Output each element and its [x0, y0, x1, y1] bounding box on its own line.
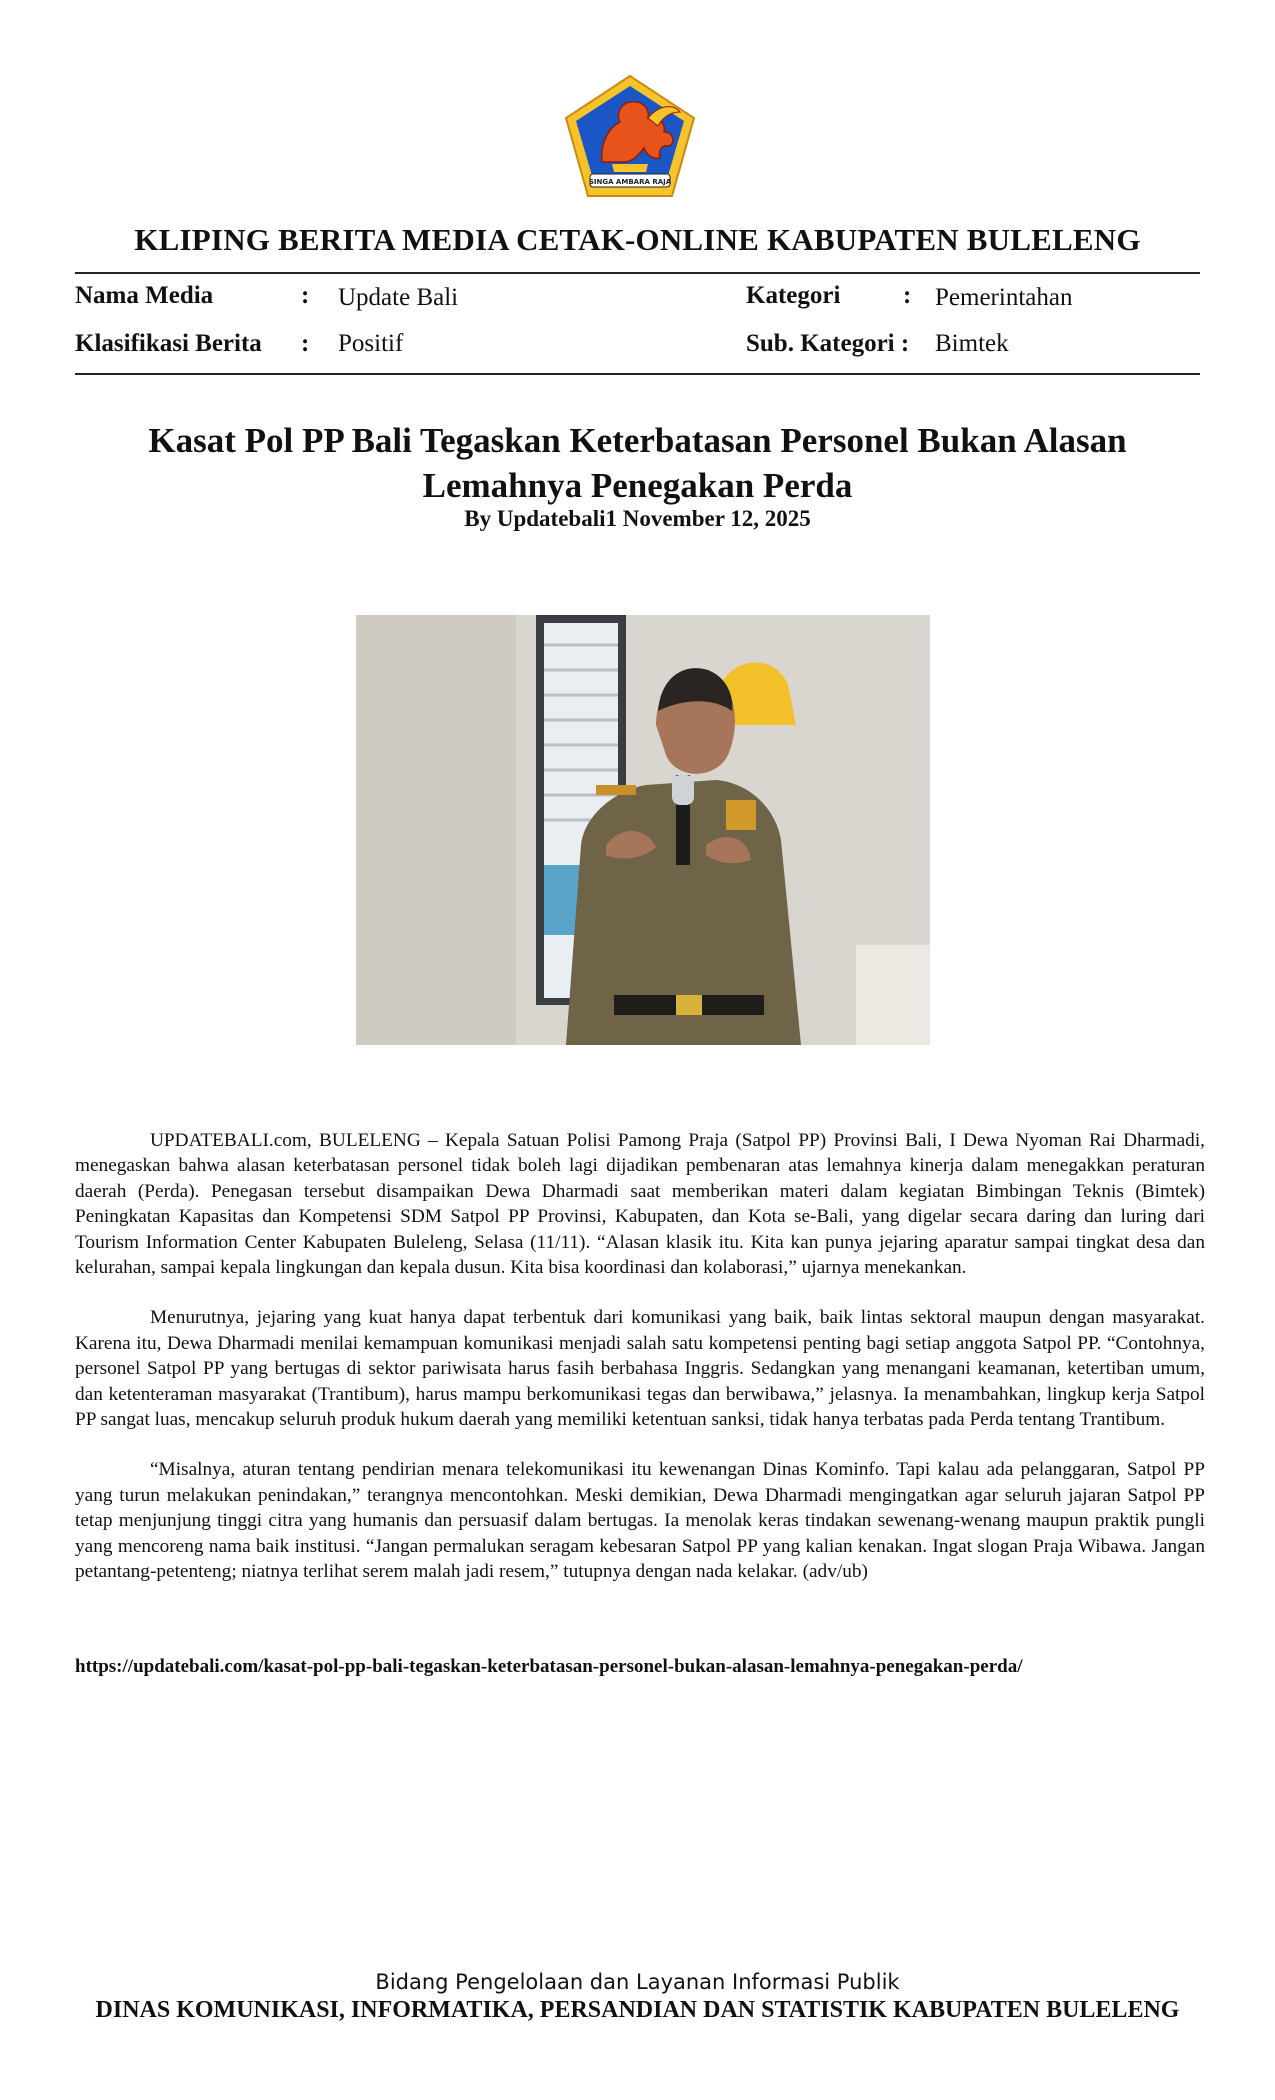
- kategori-label: Kategori: [746, 282, 841, 309]
- buleleng-emblem-logo: [562, 74, 698, 200]
- footer-agency: DINAS KOMUNIKASI, INFORMATIKA, PERSANDIAN DAN STATISTIK KABUPATEN BULELENG: [95, 1997, 1180, 2023]
- kategori-separator: :: [903, 282, 912, 309]
- article-paragraph: UPDATEBALI.com, BULELENG – Kepala Satuan Polisi Pamong Praja (Satpol PP) Provinsi Bali, I Dewa Nyoman Rai Dharmadi, menegaskan bahwa alasan keterbatasan personel tidak boleh lagi dijadikan pembenaran atas lemahnya kinerja dalam menegakkan peraturan daerah (Perda). Penegasan tersebut disampaikan Dewa Dharmadi saat memberikan materi dalam kegiatan Bimbingan Teknis (Bimtek) Peningkatan Kapasitas dan Kompetensi SDM Satpol PP Provinsi, Kabupaten, dan Kota se-Bali, yang digelar secara daring dan luring dari Tourism Information Center Kabupaten Buleleng, Selasa (11/11). “Alasan klasik itu. Kita kan punya jejaring aparatur sampai tingkat desa dan kelurahan, sampai kepala lingkungan dan kepala dusun. Kita bisa koordinasi dan kolaborasi,” ujarnya menekankan.: [75, 1130, 1205, 1279]
- article-paragraph: “Misalnya, aturan tentang pendirian menara telekomunikasi itu kewenangan Dinas Kominfo. Tapi kalau ada pelanggaran, Satpol PP yang turun melakukan penindakan,” terangnya mencontohkan. Meski demikian, Dewa Dharmadi mengingatkan agar seluruh jajaran Satpol PP tetap menjunjung tinggi citra yang humanis dan persuasif dalam bertugas. Ia menolak keras tindakan sewenang-wenang maupun praktik pungli yang mencoreng nama baik institusi. “Jangan permalukan seragam kebesaran Satpol PP yang kalian kenakan. Ingat slogan Praja Wibawa. Jangan petantang-petenteng; niatnya terlihat serem malah jadi resem,” tutupnya dengan nada kelakar. (adv/ub): [75, 1459, 1205, 1583]
- article-title: Kasat Pol PP Bali Tegaskan Keterbatasan Personel Bukan Alasan Lemahnya Penegakan Perda: [148, 421, 1127, 505]
- subkategori-label: Sub. Kategori :: [746, 330, 910, 357]
- logo-text: SINGA AMBARA RAJA: [588, 178, 672, 186]
- klasifikasi-separator: :: [301, 330, 310, 357]
- header-bottom-rule: [75, 373, 1200, 375]
- header-top-rule: [75, 272, 1200, 274]
- klasifikasi-value: Positif: [338, 330, 404, 357]
- article-body: [75, 1128, 1205, 1610]
- media-label: Nama Media: [75, 282, 214, 309]
- page-header-title: KLIPING BERITA MEDIA CETAK-ONLINE KABUPATEN BULELENG: [134, 222, 1141, 257]
- footer-department: Bidang Pengelolaan dan Layanan Informasi Publik: [375, 1970, 900, 1994]
- media-value: Update Bali: [338, 284, 459, 311]
- article-photo: [356, 615, 930, 1045]
- kategori-value: Pemerintahan: [935, 284, 1073, 311]
- article-byline: By Updatebali1 November 12, 2025: [464, 506, 811, 531]
- klasifikasi-label: Klasifikasi Berita: [75, 330, 262, 357]
- article-paragraph: Menurutnya, jejaring yang kuat hanya dapat terbentuk dari komunikasi yang baik, baik lintas sektoral maupun dengan masyarakat. Karena itu, Dewa Dharmadi menilai kemampuan komunikasi menjadi salah satu kompetensi penting bagi setiap anggota Satpol PP. “Contohnya, personel Satpol PP yang bertugas di sektor pariwisata harus fasih berbahasa Inggris. Sedangkan yang menangani keamanan, ketertiban umum, dan ketenteraman masyarakat (Trantibum), harus mampu berkomunikasi tegas dan berwibawa,” jelasnya. Ia menambahkan, lingkup kerja Satpol PP sangat luas, mencakup seluruh produk hukum daerah yang memiliki ketentuan sanksi, tidak hanya terbatas pada Perda tentang Trantibum.: [75, 1307, 1205, 1431]
- subkategori-value: Bimtek: [935, 330, 1009, 357]
- media-separator: :: [301, 282, 310, 309]
- source-url: https://updatebali.com/kasat-pol-pp-bali-tegaskan-keterbatasan-personel-bukan-alasan-lemahnya-penegakan-perda/: [75, 1656, 1023, 1677]
